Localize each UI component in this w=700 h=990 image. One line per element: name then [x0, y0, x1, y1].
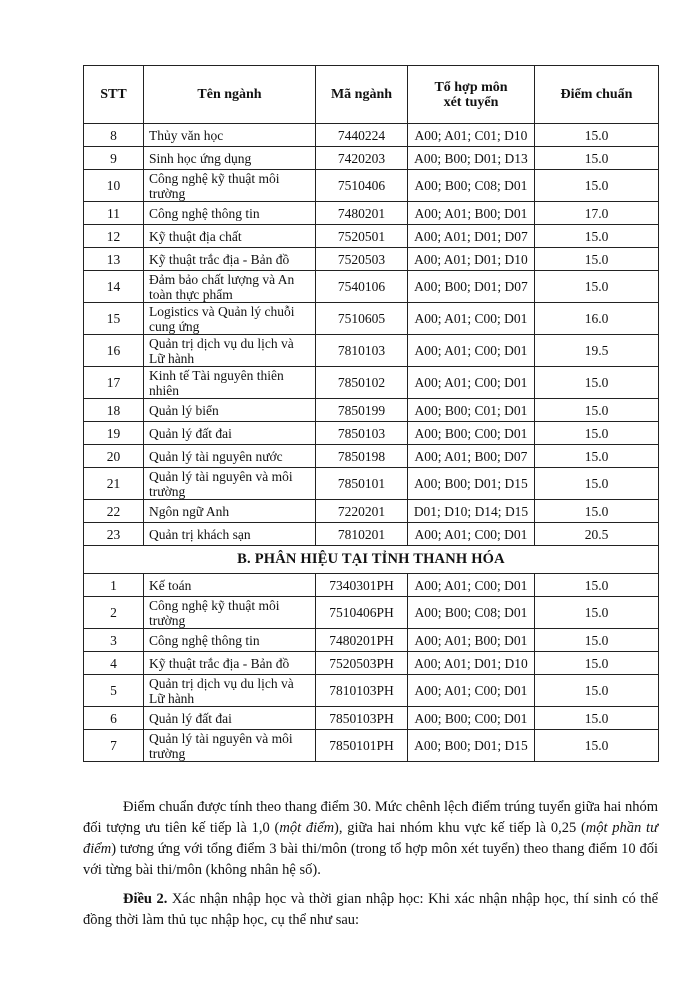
cell-stt: 15 — [84, 303, 144, 335]
cell-name: Quản lý tài nguyên và môi trường — [144, 730, 316, 762]
cell-combo: A00; A01; C00; D01 — [408, 523, 535, 546]
cell-combo: A00; B00; C01; D01 — [408, 399, 535, 422]
cell-code: 7510605 — [316, 303, 408, 335]
cell-combo: A00; A01; B00; D01 — [408, 629, 535, 652]
header-combo-line1: Tổ hợp môn — [434, 79, 508, 95]
cell-code: 7510406PH — [316, 597, 408, 629]
note-italic-2: một phần tư điểm — [83, 820, 658, 857]
cell-score: 15.0 — [535, 248, 659, 271]
table-row — [84, 335, 659, 367]
table-row — [84, 303, 659, 335]
cell-code: 7810103PH — [316, 675, 408, 707]
cell-stt: 22 — [84, 500, 144, 523]
cell-stt: 6 — [84, 707, 144, 730]
table-row — [84, 597, 659, 629]
cell-stt: 16 — [84, 335, 144, 367]
cell-name: Quản lý đất đai — [144, 422, 316, 445]
table-row — [84, 468, 659, 500]
cell-combo: A00; B00; D01; D15 — [408, 730, 535, 762]
cell-combo: A00; A01; D01; D10 — [408, 652, 535, 675]
cell-code: 7850101 — [316, 468, 408, 500]
cell-code: 7850102 — [316, 367, 408, 399]
table-row — [84, 367, 659, 399]
header-combo — [408, 66, 535, 124]
cell-combo: A00; B00; D01; D13 — [408, 147, 535, 170]
cell-combo: A00; A01; C00; D01 — [408, 367, 535, 399]
cell-score: 15.0 — [535, 445, 659, 468]
cell-combo: A00; A01; D01; D10 — [408, 248, 535, 271]
note-italic-1: một điểm — [279, 820, 335, 836]
cell-stt: 11 — [84, 202, 144, 225]
section-b-title: B. PHÂN HIỆU TẠI TỈNH THANH HÓA — [84, 546, 659, 574]
cell-combo: A00; B00; C08; D01 — [408, 170, 535, 202]
admission-score-table — [83, 65, 659, 762]
cell-score: 15.0 — [535, 675, 659, 707]
cell-code: 7220201 — [316, 500, 408, 523]
cell-score: 15.0 — [535, 422, 659, 445]
cell-stt: 1 — [84, 574, 144, 597]
table-row — [84, 147, 659, 170]
cell-code: 7510406 — [316, 170, 408, 202]
cell-score: 15.0 — [535, 225, 659, 248]
cell-name: Logistics và Quản lý chuỗi cung ứng — [144, 303, 316, 335]
cell-code: 7850198 — [316, 445, 408, 468]
cell-stt: 2 — [84, 597, 144, 629]
cell-name: Quản trị khách sạn — [144, 523, 316, 546]
cell-code: 7520503PH — [316, 652, 408, 675]
cell-combo: A00; B00; C00; D01 — [408, 422, 535, 445]
cell-stt: 10 — [84, 170, 144, 202]
cell-code: 7520503 — [316, 248, 408, 271]
cell-name: Thủy văn học — [144, 124, 316, 147]
table-row — [84, 629, 659, 652]
cell-score: 15.0 — [535, 170, 659, 202]
table-row — [84, 271, 659, 303]
cell-name: Kỹ thuật trắc địa - Bản đồ — [144, 248, 316, 271]
table-row — [84, 707, 659, 730]
table-row — [84, 445, 659, 468]
cell-name: Kinh tế Tài nguyên thiên nhiên — [144, 367, 316, 399]
cell-stt: 19 — [84, 422, 144, 445]
cell-stt: 21 — [84, 468, 144, 500]
section-b-body — [84, 574, 659, 762]
cell-code: 7520501 — [316, 225, 408, 248]
cell-name: Công nghệ thông tin — [144, 629, 316, 652]
cell-score: 15.0 — [535, 707, 659, 730]
note-text-2: ), giữa hai nhóm khu vực kế tiếp là 0,25 ( — [334, 820, 586, 836]
cell-combo: A00; B00; C00; D01 — [408, 707, 535, 730]
cell-name: Quản lý tài nguyên nước — [144, 445, 316, 468]
cell-stt: 8 — [84, 124, 144, 147]
cell-score: 15.0 — [535, 468, 659, 500]
cell-name: Quản trị dịch vụ du lịch và Lữ hành — [144, 675, 316, 707]
cell-score: 16.0 — [535, 303, 659, 335]
cell-name: Đảm bảo chất lượng và An toàn thực phẩm — [144, 271, 316, 303]
cell-score: 15.0 — [535, 652, 659, 675]
cell-combo: A00; A01; B00; D07 — [408, 445, 535, 468]
table-row — [84, 170, 659, 202]
cell-score: 15.0 — [535, 730, 659, 762]
table-row — [84, 248, 659, 271]
cell-code: 7850103 — [316, 422, 408, 445]
table-row — [84, 202, 659, 225]
cell-code: 7810103 — [316, 335, 408, 367]
cell-name: Quản lý đất đai — [144, 707, 316, 730]
cell-name: Công nghệ thông tin — [144, 202, 316, 225]
cell-combo: A00; A01; C00; D01 — [408, 675, 535, 707]
cell-score: 15.0 — [535, 500, 659, 523]
cell-stt: 18 — [84, 399, 144, 422]
cell-code: 7480201 — [316, 202, 408, 225]
section-b-header — [84, 546, 659, 574]
article-2-text: Xác nhận nhập học và thời gian nhập học: Khi xác nhận nhập học, thí sinh có thể đồng thời làm thủ tục nhập học, cụ thể như sau: — [83, 891, 659, 928]
cell-combo: D01; D10; D14; D15 — [408, 500, 535, 523]
cell-stt: 23 — [84, 523, 144, 546]
cell-score: 19.5 — [535, 335, 659, 367]
cell-stt: 13 — [84, 248, 144, 271]
cell-name: Quản trị dịch vụ du lịch và Lữ hành — [144, 335, 316, 367]
header-stt: STT — [84, 66, 144, 124]
cell-score: 17.0 — [535, 202, 659, 225]
cell-code: 7440224 — [316, 124, 408, 147]
table-row — [84, 422, 659, 445]
cell-name: Công nghệ kỹ thuật môi trường — [144, 597, 316, 629]
table-header-row — [84, 66, 659, 124]
cell-score: 20.5 — [535, 523, 659, 546]
cell-score: 15.0 — [535, 271, 659, 303]
cell-combo: A00; A01; D01; D07 — [408, 225, 535, 248]
table-row — [84, 500, 659, 523]
table-row — [84, 399, 659, 422]
cell-code: 7850101PH — [316, 730, 408, 762]
table-row — [84, 523, 659, 546]
article-2-label: Điều 2. — [123, 891, 168, 907]
cell-score: 15.0 — [535, 629, 659, 652]
cell-combo: A00; A01; B00; D01 — [408, 202, 535, 225]
cell-score: 15.0 — [535, 399, 659, 422]
cell-stt: 12 — [84, 225, 144, 248]
header-combo-line2: xét tuyển — [443, 94, 499, 110]
cell-score: 15.0 — [535, 574, 659, 597]
cell-name: Kỹ thuật địa chất — [144, 225, 316, 248]
table-row — [84, 225, 659, 248]
cell-name: Ngôn ngữ Anh — [144, 500, 316, 523]
cell-stt: 7 — [84, 730, 144, 762]
cell-code: 7850103PH — [316, 707, 408, 730]
cell-code: 7540106 — [316, 271, 408, 303]
article-2-paragraph — [83, 889, 658, 931]
cell-stt: 3 — [84, 629, 144, 652]
cell-code: 7480201PH — [316, 629, 408, 652]
cell-combo: A00; A01; C00; D01 — [408, 574, 535, 597]
header-code: Mã ngành — [316, 66, 408, 124]
cell-code: 7850199 — [316, 399, 408, 422]
note-text-3: ) tương ứng với tổng điểm 3 bài thi/môn (trong tổ hợp môn xét tuyển) theo thang điểm 10 đối với từng bài thi/môn (không nhân hệ số). — [83, 841, 658, 878]
score-note-paragraph — [83, 797, 658, 881]
cell-name: Sinh học ứng dụng — [144, 147, 316, 170]
header-score: Điểm chuẩn — [535, 66, 659, 124]
cell-name: Công nghệ kỹ thuật môi trường — [144, 170, 316, 202]
cell-combo: A00; A01; C01; D10 — [408, 124, 535, 147]
note-text-1: Điểm chuẩn được tính theo thang điểm 30. Mức chênh lệch điểm trúng tuyển giữa hai nhóm đối tượng ưu tiên kế tiếp là 1,0 ( — [83, 799, 658, 836]
cell-score: 15.0 — [535, 147, 659, 170]
cell-name: Kế toán — [144, 574, 316, 597]
cell-score: 15.0 — [535, 367, 659, 399]
cell-combo: A00; B00; D01; D15 — [408, 468, 535, 500]
table-row — [84, 675, 659, 707]
table-row — [84, 574, 659, 597]
cell-name: Quản lý tài nguyên và môi trường — [144, 468, 316, 500]
cell-combo: A00; B00; C08; D01 — [408, 597, 535, 629]
cell-stt: 9 — [84, 147, 144, 170]
cell-score: 15.0 — [535, 124, 659, 147]
cell-score: 15.0 — [535, 597, 659, 629]
table-row — [84, 124, 659, 147]
cell-stt: 5 — [84, 675, 144, 707]
cell-name: Kỹ thuật trắc địa - Bản đồ — [144, 652, 316, 675]
cell-stt: 17 — [84, 367, 144, 399]
cell-stt: 4 — [84, 652, 144, 675]
section-a-body — [84, 124, 659, 546]
cell-combo: A00; A01; C00; D01 — [408, 335, 535, 367]
cell-combo: A00; A01; C00; D01 — [408, 303, 535, 335]
cell-code: 7810201 — [316, 523, 408, 546]
cell-stt: 14 — [84, 271, 144, 303]
table-row — [84, 652, 659, 675]
cell-code: 7340301PH — [316, 574, 408, 597]
cell-combo: A00; B00; D01; D07 — [408, 271, 535, 303]
cell-stt: 20 — [84, 445, 144, 468]
header-name: Tên ngành — [144, 66, 316, 124]
cell-name: Quản lý biển — [144, 399, 316, 422]
table-row — [84, 730, 659, 762]
cell-code: 7420203 — [316, 147, 408, 170]
